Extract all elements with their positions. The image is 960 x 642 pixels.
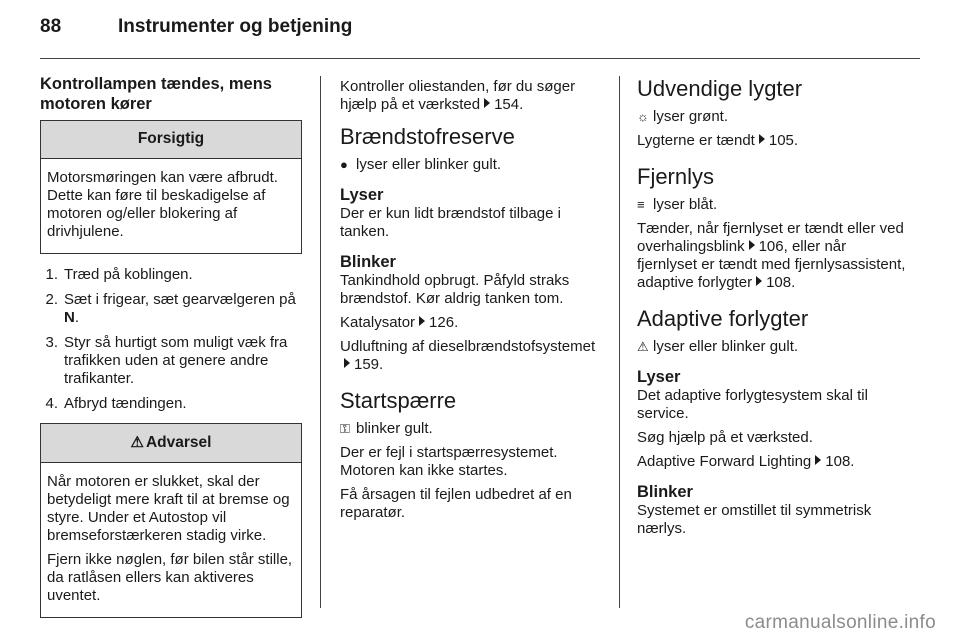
adaptive-flash-heading: Blinker	[637, 483, 693, 501]
step-item: 1. Træd på koblingen.	[45, 266, 193, 283]
fuel-flash-text: Tankindhold opbrugt. Påfyld straks brændstof. Kør aldrig tanken tom.	[340, 272, 570, 307]
exterior-status: ☼ lyser grønt.	[637, 108, 729, 125]
fuel-indicator-icon: ●	[340, 157, 348, 172]
page-ref-icon	[484, 98, 490, 108]
column-divider-1	[320, 76, 321, 608]
exterior-light-icon: ☼	[637, 109, 649, 124]
immobiliser-text-2: Få årsagen til fejlen udbedret af en reparatør.	[340, 486, 572, 521]
adaptive-status: ⚠ lyser eller blinker gult.	[637, 338, 799, 355]
adaptive-lights-text: Det adaptive forlygtesystem skal til service.	[637, 387, 868, 422]
page-ref-icon	[815, 455, 821, 465]
page-number: 88	[40, 16, 62, 37]
immobiliser-heading: Startspærre	[340, 388, 457, 413]
step-item: 2. Sæt i frigear, sæt gearvælgeren på N.	[45, 291, 296, 326]
column-3	[637, 70, 907, 544]
diesel-ref: Udluftning af dieselbrændstofsystemet159.	[340, 338, 596, 373]
column-1	[40, 70, 302, 630]
oil-check-text: Kontroller oliestanden, før du søger hjælp på et værksted 154.	[340, 78, 576, 113]
column-divider-2	[619, 76, 620, 608]
warning-text-2: Fjern ikke nøglen, før bilen står stille, da ratlåsen ellers kan aktiveres uventet.	[47, 551, 293, 604]
column-2	[340, 70, 602, 528]
page-ref-icon	[759, 134, 765, 144]
catalyst-ref: Katalysator 126.	[340, 314, 459, 331]
high-beam-heading: Fjernlys	[637, 164, 715, 189]
immobiliser-status: ⚿ blinker gult.	[340, 420, 433, 437]
step-item: 3. Styr så hurtigt som muligt væk fra trafikken uden at genere andre trafikanter.	[45, 334, 288, 387]
page-ref-icon	[419, 316, 425, 326]
page-header	[40, 16, 352, 38]
caution-box-title: Forsigtig	[41, 121, 301, 159]
exterior-lights-heading: Udvendige lygter	[637, 76, 803, 101]
high-beam-icon: ≡	[637, 197, 645, 212]
fuel-status: ● lyser eller blinker gult.	[340, 156, 502, 173]
header-rule	[40, 58, 920, 59]
step-item: 4. Afbryd tændingen.	[45, 395, 187, 412]
fuel-reserve-heading: Brændstofreserve	[340, 124, 515, 149]
adaptive-headlight-icon: ⚠	[637, 339, 649, 354]
warning-text-1: Når motoren er slukket, skal der betydeligt mere kraft til at bremse og styre. Under et Autostop vil bremseforstærkeren stadig virke.	[47, 473, 290, 544]
section-heading-oil-warning: Kontrollampen tændes, mens motoren kører	[40, 75, 272, 113]
page-ref-icon	[756, 276, 762, 286]
high-beam-status: ≡ lyser blåt.	[637, 196, 718, 213]
afl-ref: Adaptive Forward Lighting 108.	[637, 453, 855, 470]
immobiliser-icon: ⚿	[340, 421, 350, 436]
page-ref-icon	[749, 240, 755, 250]
immobiliser-text-1: Der er fejl i startspærresystemet. Motoren kan ikke startes.	[340, 444, 558, 479]
fuel-lights-text: Der er kun lidt brændstof tilbage i tanken.	[340, 205, 561, 240]
page-ref-icon	[344, 358, 350, 368]
adaptive-flash-text: Systemet er omstillet til symmetrisk nærlys.	[637, 502, 872, 537]
watermark: carmanualsonline.info	[744, 612, 936, 633]
fuel-flash-heading: Blinker	[340, 253, 396, 271]
caution-text: Motorsmøringen kan være afbrudt. Dette kan føre til beskadigelse af motoren og/eller blokering af drivhjulene.	[47, 169, 278, 240]
warning-box	[40, 423, 302, 618]
gear-neutral-label: N	[64, 309, 75, 326]
caution-box	[40, 120, 302, 254]
adaptive-help-text: Søg hjælp på et værksted.	[637, 429, 813, 446]
adaptive-lights-heading: Lyser	[637, 368, 681, 386]
exterior-text: Lygterne er tændt 105.	[637, 132, 799, 149]
warning-icon: ⚠	[130, 434, 144, 451]
adaptive-headlights-heading: Adaptive forlygter	[637, 306, 809, 331]
high-beam-text: Tænder, når fjernlyset er tændt eller ved overhalingsblink 106, eller når fjernlyset er tændt med fjernlysassistent, adaptive forlygter 108.	[637, 220, 906, 291]
page-title: Instrumenter og betjening	[118, 16, 353, 37]
steps-list	[40, 266, 302, 413]
warning-box-title: ⚠ Advarsel	[41, 424, 301, 463]
fuel-lights-heading: Lyser	[340, 186, 384, 204]
